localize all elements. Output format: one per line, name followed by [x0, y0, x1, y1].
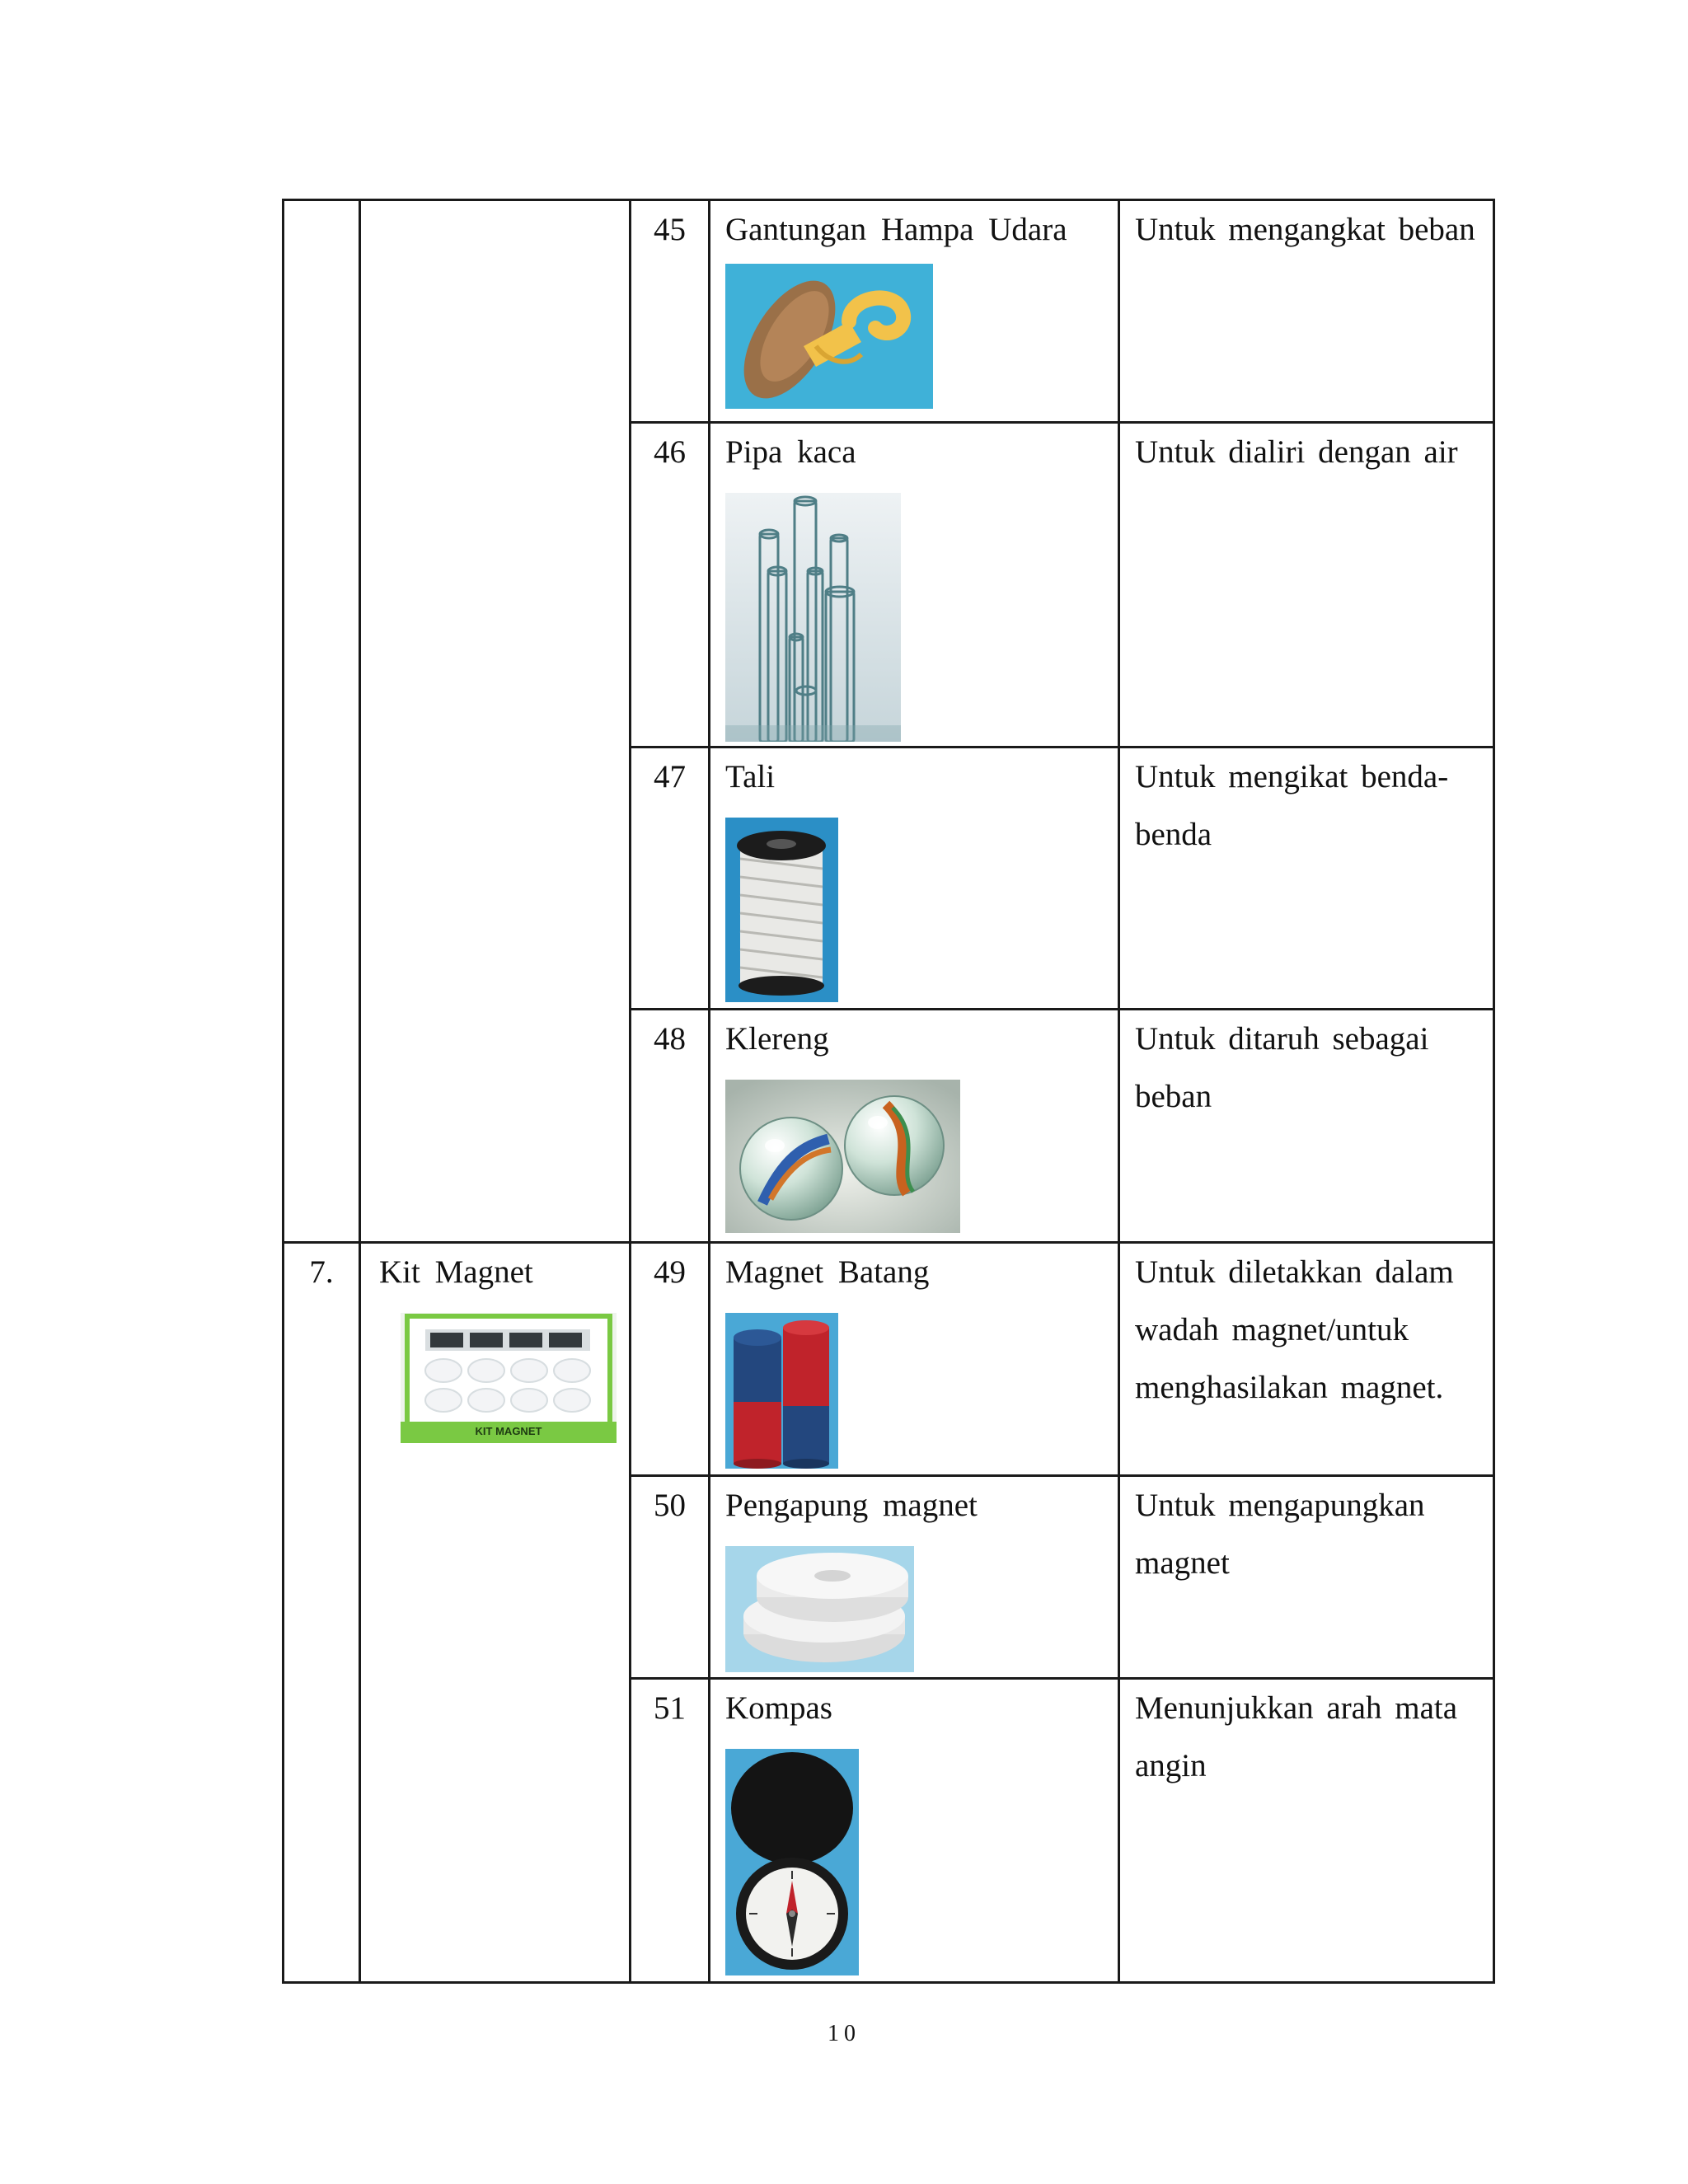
glass-tube-image — [725, 493, 901, 742]
table-row — [284, 200, 1494, 423]
item-cell — [710, 200, 1119, 423]
item-use: Untuk dialiri dengan air — [1119, 423, 1494, 748]
floating-magnet-image — [725, 1546, 914, 1672]
item-use: Menunjukkan arah mata angin — [1119, 1679, 1494, 1983]
item-name: Kompas — [725, 1690, 832, 1726]
item-number: 45 — [631, 200, 710, 423]
item-name: Magnet Batang — [725, 1254, 930, 1290]
kit-magnet-box-image — [401, 1313, 617, 1443]
item-cell — [710, 423, 1119, 748]
rope-spool-image — [725, 818, 838, 1002]
item-name: Pengapung magnet — [725, 1488, 978, 1523]
item-use: Untuk mengapungkan magnet — [1119, 1476, 1494, 1679]
equipment-table — [282, 199, 1495, 1984]
item-name: Tali — [725, 759, 776, 794]
group-name-cell — [360, 1243, 631, 1983]
item-cell — [710, 1243, 1119, 1476]
table-row — [284, 1243, 1494, 1476]
item-use: Untuk ditaruh sebagai beban — [1119, 1010, 1494, 1243]
item-use: Untuk mengikat benda-benda — [1119, 748, 1494, 1010]
group-name: Kit Magnet — [379, 1254, 533, 1290]
page-number: 10 — [828, 2021, 860, 2046]
item-number: 49 — [631, 1243, 710, 1476]
item-name: Klereng — [725, 1021, 829, 1057]
kit-magnet-box-label: KIT MAGNET — [475, 1425, 542, 1437]
item-number: 47 — [631, 748, 710, 1010]
bar-magnet-image — [725, 1313, 838, 1469]
item-number: 48 — [631, 1010, 710, 1243]
item-number: 51 — [631, 1679, 710, 1983]
compass-image — [725, 1749, 859, 1975]
item-name: Pipa kaca — [725, 434, 856, 470]
vacuum-hook-image — [725, 264, 933, 409]
marbles-image — [725, 1080, 960, 1233]
item-use: Untuk mengangkat beban — [1119, 200, 1494, 423]
item-use: Untuk diletakkan dalam wadah magnet/untuk menghasilakan magnet. — [1119, 1243, 1494, 1476]
item-cell — [710, 1010, 1119, 1243]
item-cell — [710, 1476, 1119, 1679]
item-number: 46 — [631, 423, 710, 748]
group-number-cell — [284, 200, 360, 1243]
group-number-cell: 7. — [284, 1243, 360, 1983]
item-cell — [710, 1679, 1119, 1983]
item-name: Gantungan Hampa Udara — [725, 212, 1067, 247]
item-number: 50 — [631, 1476, 710, 1679]
item-cell — [710, 748, 1119, 1010]
group-name-cell — [360, 200, 631, 1243]
